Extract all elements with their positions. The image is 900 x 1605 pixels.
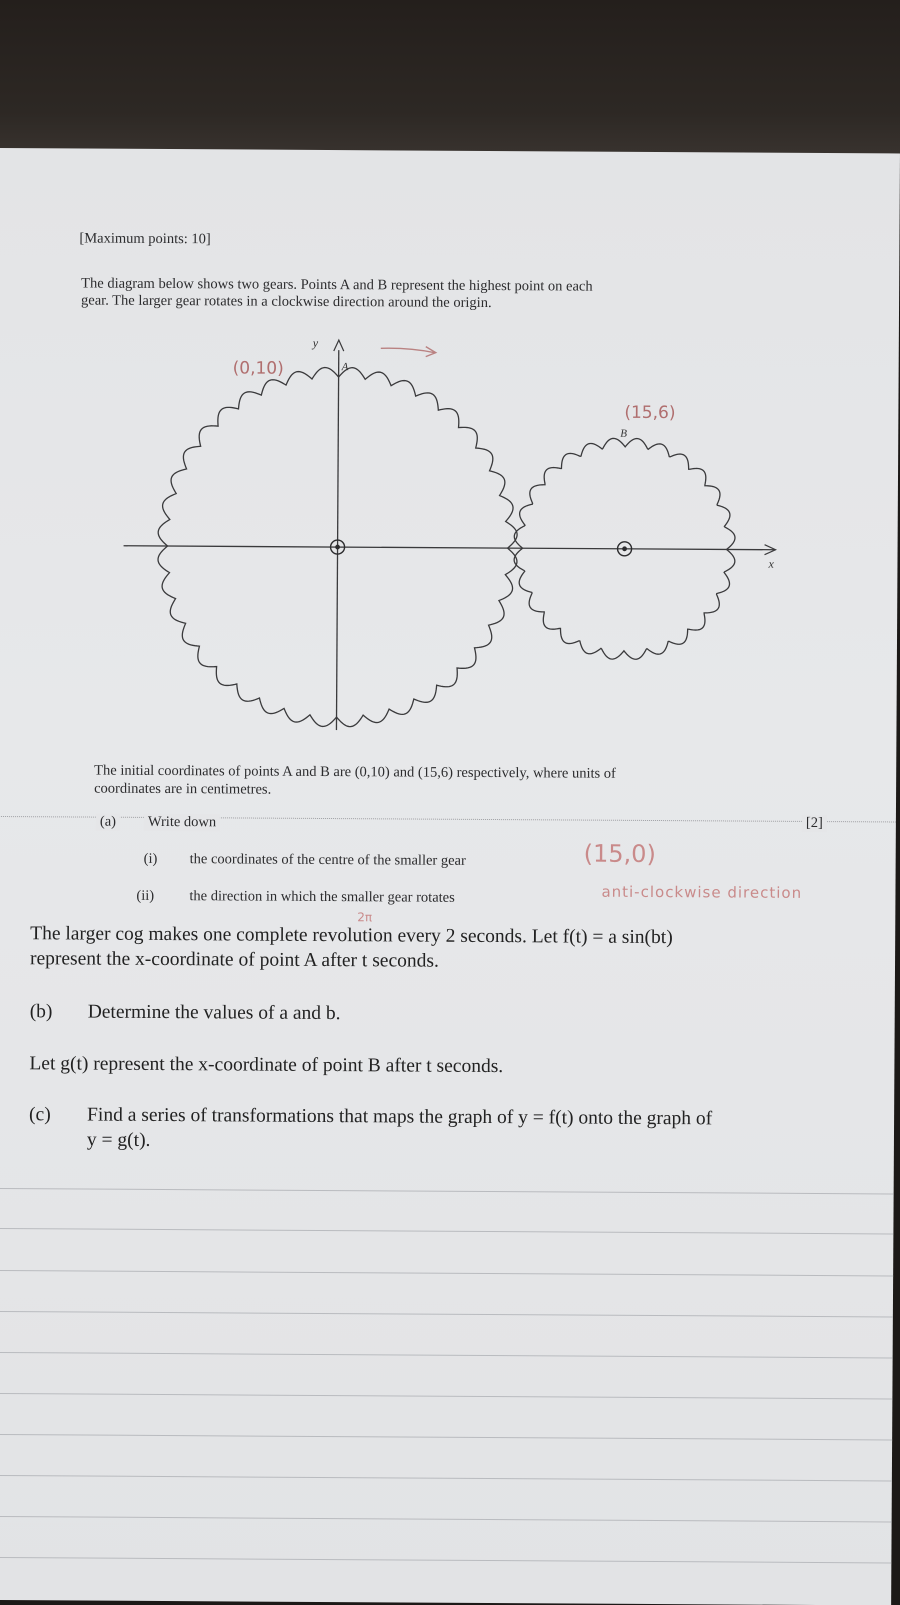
part-a-ii-answer: anti-clockwise direction — [601, 882, 803, 902]
larger-cog-line-1: The larger cog makes one complete revolution every 2 seconds. Let f(t) = a sin(bt) — [30, 923, 673, 949]
part-a-ii-text: the direction in which the smaller gear rotates — [189, 888, 455, 906]
point-a-label: A — [341, 361, 349, 374]
y-axis-arrow-icon — [334, 340, 344, 351]
part-a-marks: [2] — [802, 815, 827, 832]
part-b-text: Determine the values of a and b. — [87, 1001, 341, 1025]
gears-diagram — [0, 148, 900, 773]
coords-line-2: coordinates are in centimetres. — [94, 780, 272, 798]
exam-paper — [0, 148, 900, 1605]
dotted-divider — [0, 816, 896, 822]
part-a-i-answer: (15,0) — [583, 839, 656, 869]
x-axis — [124, 546, 776, 550]
part-c-line-2: y = g(t). — [86, 1129, 151, 1151]
intro-line-1: The diagram below shows two gears. Points A and B represent the highest point on each — [81, 275, 593, 295]
rotation-arrow-icon — [381, 348, 435, 352]
answer-line — [0, 1475, 892, 1481]
photo-background — [0, 0, 900, 160]
answer-line — [0, 1557, 891, 1563]
y-axis-label: y — [312, 335, 319, 350]
part-a-i-label: (i) — [143, 850, 158, 867]
answer-line — [0, 1352, 893, 1358]
intro-line-2: gear. The larger gear rotates in a clockwise direction around the origin. — [81, 292, 492, 312]
part-a-label: (a) — [96, 814, 120, 831]
annotation-b: (15,6) — [624, 402, 676, 424]
answer-line — [0, 1516, 892, 1522]
answer-line — [0, 1311, 893, 1317]
point-b-label: B — [620, 427, 628, 440]
annotation-a: (0,10) — [232, 358, 284, 379]
part-c-label: (c) — [29, 1104, 51, 1126]
part-a-i-text: the coordinates of the centre of the smaller gear — [189, 851, 466, 869]
part-c-line-1: Find a series of transformations that maps the graph of y = f(t) onto the graph of — [87, 1104, 713, 1130]
answer-line — [0, 1393, 892, 1399]
part-a-ii-label: (ii) — [136, 887, 155, 904]
part-a-text: Write down — [144, 814, 220, 831]
answer-line — [0, 1228, 893, 1234]
max-points: [Maximum points: 10] — [79, 230, 211, 248]
coords-line-1: The initial coordinates of points A and B are (0,10) and (15,6) respectively, where units of — [94, 762, 616, 782]
part-b-label: (b) — [29, 1001, 53, 1023]
answer-line — [0, 1434, 892, 1440]
larger-cog-line-2: represent the x-coordinate of point A after t seconds. — [29, 948, 439, 972]
answer-line — [0, 1188, 894, 1194]
g-definition: Let g(t) represent the x-coordinate of point B after t seconds. — [29, 1053, 504, 1078]
x-axis-label: x — [768, 556, 774, 571]
scribble-2pi: 2π — [357, 910, 373, 925]
answer-line — [0, 1270, 893, 1276]
